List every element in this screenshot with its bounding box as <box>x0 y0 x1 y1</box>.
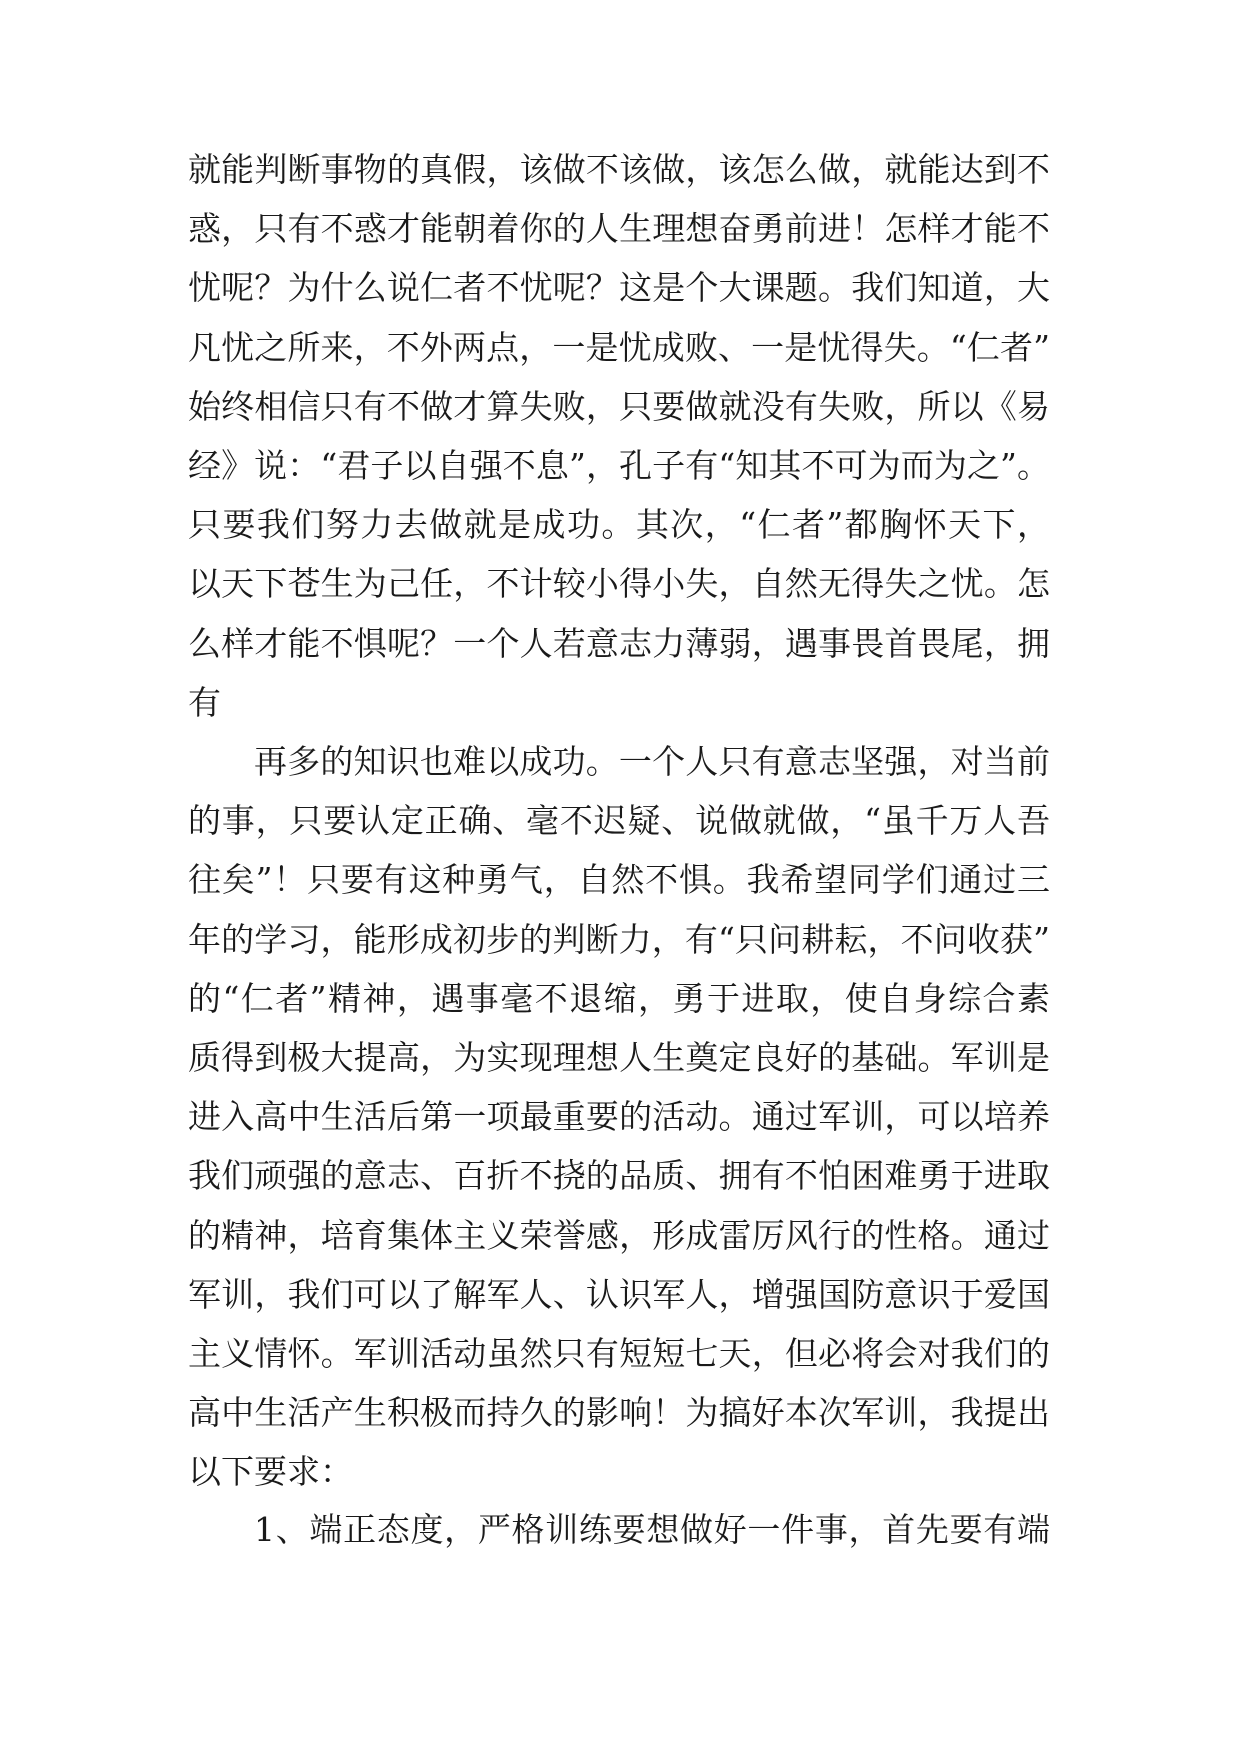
text-line: 主义情怀。军训活动虽然只有短短七天，但必将会对我们的 <box>188 1333 1050 1373</box>
text-line: 有 <box>188 682 221 722</box>
text-line: 的事，只要认定正确、毫不迟疑、说做就做，“虽千万人吾 <box>188 801 1050 841</box>
text-line: 再多的知识也难以成功。一个人只有意志坚强，对当前 <box>254 742 1050 781</box>
text-line: 的“仁者”精神，遇事毫不退缩，勇于进取，使自身综合素 <box>188 978 1050 1018</box>
text-line: 惑，只有不惑才能朝着你的人生理想奋勇前进！怎样才能不 <box>188 209 1050 249</box>
text-line: 凡忧之所来，不外两点，一是忧成败、一是忧得失。“仁者” <box>188 327 1050 367</box>
text-line: 只要我们努力去做就是成功。其次，“仁者”都胸怀天下， <box>188 505 1050 545</box>
text-line: 经》说：“君子以自强不息”，孔子有“知其不可为而为之”。 <box>188 445 1050 485</box>
text-line: 军训，我们可以了解军人、认识军人，增强国防意识于爱国 <box>188 1274 1050 1314</box>
text-line: 以下要求： <box>188 1452 353 1492</box>
text-line: 我们顽强的意志、百折不挠的品质、拥有不怕困难勇于进取 <box>188 1156 1050 1196</box>
paragraph-3 <box>188 1500 1050 1559</box>
text-line: 忧呢？为什么说仁者不忧呢？这是个大课题。我们知道，大 <box>188 268 1050 308</box>
text-line: 高中生活产生积极而持久的影响！为搞好本次军训，我提出 <box>188 1393 1050 1433</box>
list-item-1: 1、端正态度，严格训练要想做好一件事，首先要有端 <box>254 1510 1050 1549</box>
text-line: 始终相信只有不做才算失败，只要做就没有失败，所以《易 <box>188 386 1050 426</box>
text-line: 就能判断事物的真假，该做不该做，该怎么做，就能达到不 <box>188 150 1050 189</box>
text-line: 往矣”！只要有这种勇气，自然不惧。我希望同学们通过三 <box>188 860 1050 900</box>
text-line: 么样才能不惧呢？一个人若意志力薄弱，遇事畏首畏尾，拥 <box>188 623 1050 663</box>
text-line: 进入高中生活后第一项最重要的活动。通过军训，可以培养 <box>188 1097 1050 1137</box>
text-line: 质得到极大提高，为实现理想人生奠定良好的基础。军训是 <box>188 1037 1050 1077</box>
paragraph-2 <box>188 732 1050 1501</box>
text-line: 以天下苍生为己任，不计较小得小失，自然无得失之忧。怎 <box>188 564 1050 604</box>
text-line: 年的学习，能形成初步的判断力，有“只问耕耘，不问收获” <box>188 919 1050 959</box>
text-line: 的精神，培育集体主义荣誉感，形成雷厉风行的性格。通过 <box>188 1215 1050 1255</box>
paragraph-1 <box>188 140 1050 732</box>
